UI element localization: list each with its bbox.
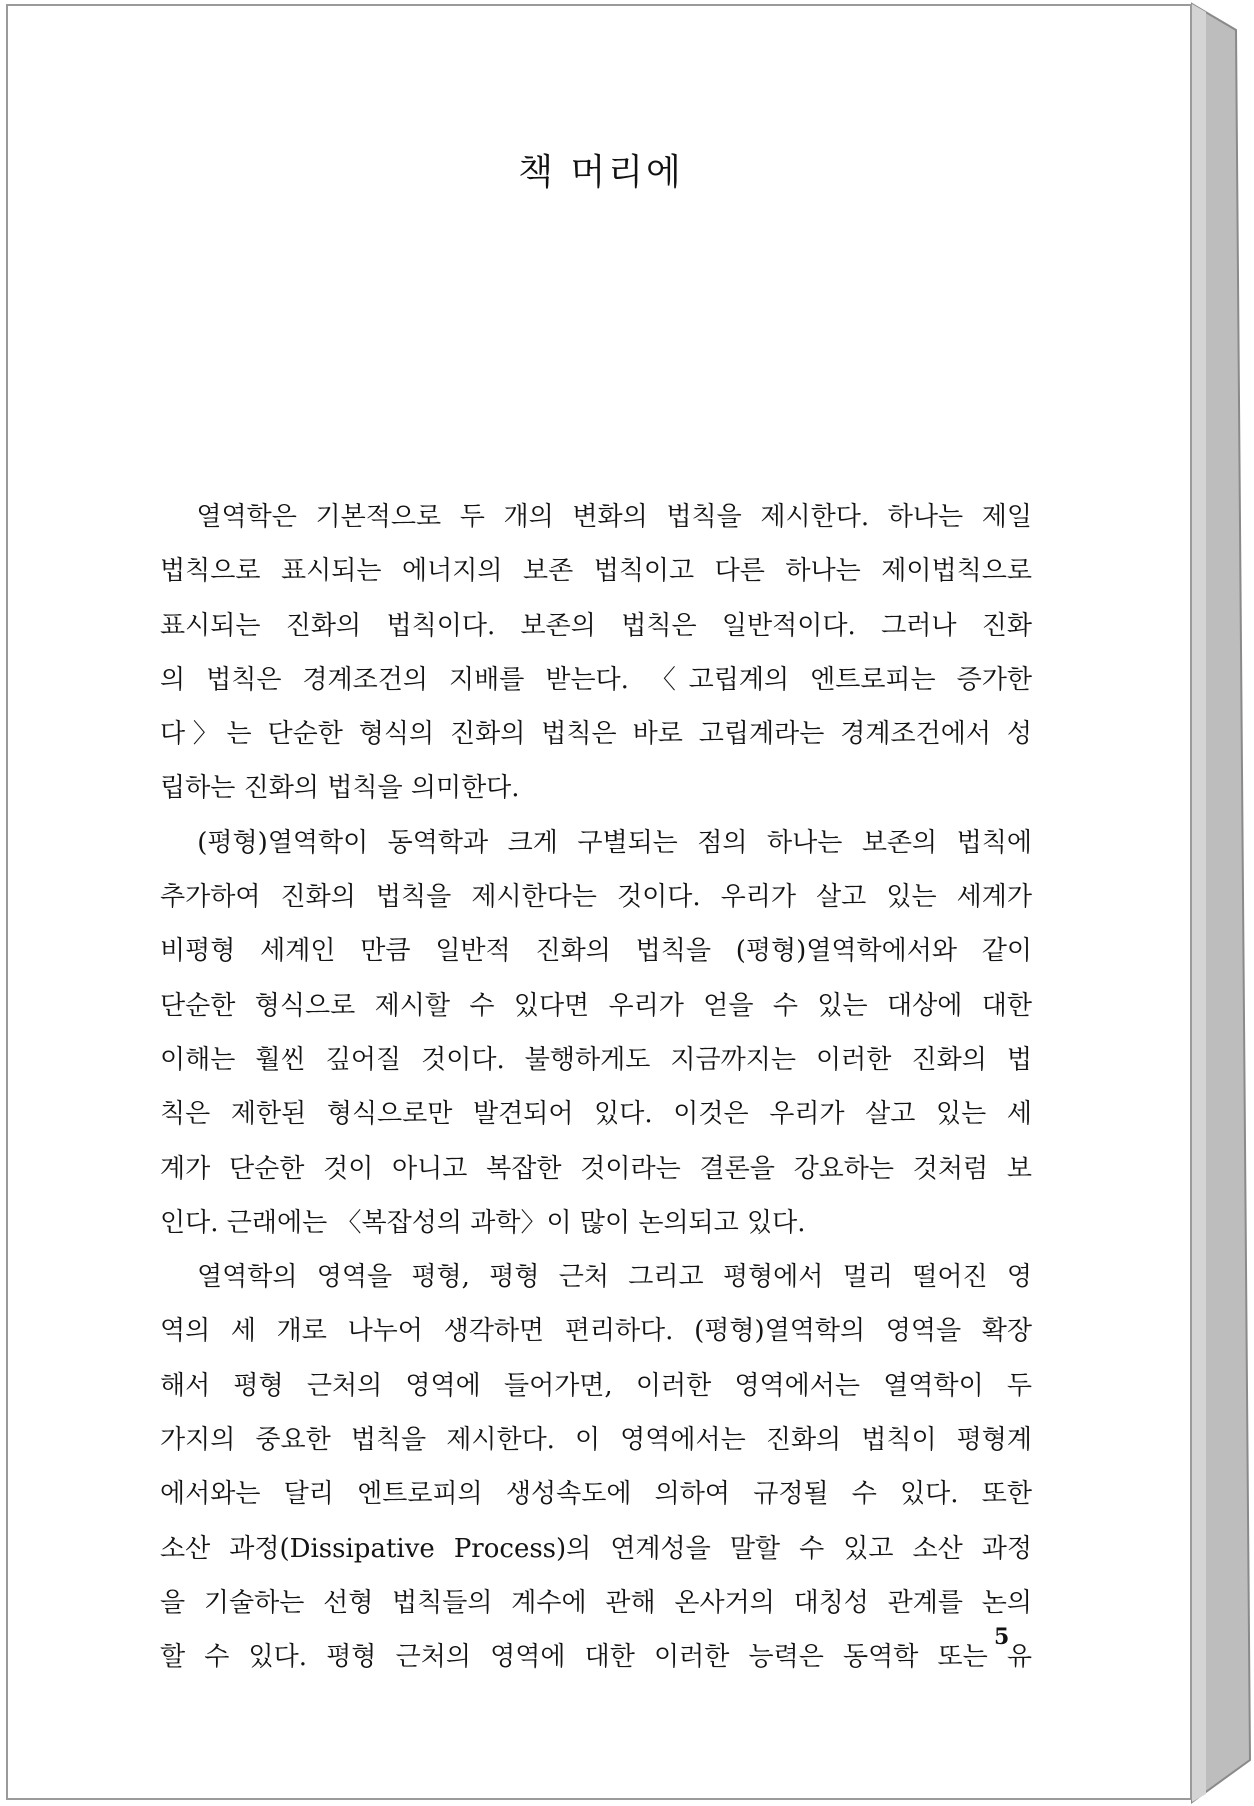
book-page bbox=[6, 4, 1192, 1800]
text-line: 할 수 있다. 평형 근처의 영역에 대한 이러한 능력은 동역학 또는 유 bbox=[160, 1642, 1032, 1673]
text-line: 인다. 근래에는 〈복잡성의 과학〉이 많이 논의되고 있다. bbox=[160, 1207, 806, 1238]
text-line: 이해는 훨씬 깊어질 것이다. 불행하게도 지금까지는 이러한 진화의 법 bbox=[160, 1044, 1032, 1075]
text-line: 칙은 제한된 형식으로만 발견되어 있다. 이것은 우리가 살고 있는 세 bbox=[160, 1099, 1032, 1130]
text-line: 추가하여 진화의 법칙을 제시한다는 것이다. 우리가 살고 있는 세계가 bbox=[160, 882, 1032, 913]
text-line: 다〉는 단순한 형식의 진화의 법칙은 바로 고립계라는 경계조건에서 성 bbox=[160, 719, 1032, 750]
text-line: 해서 평형 근처의 영역에 들어가면, 이러한 영역에서는 열역학이 두 bbox=[160, 1370, 1032, 1401]
text-line: 을 기술하는 선형 법칙들의 계수에 관해 온사거의 대칭성 관계를 논의 bbox=[160, 1587, 1032, 1618]
page-title: 책 머리에 bbox=[518, 152, 684, 193]
text-line: 단순한 형식으로 제시할 수 있다면 우리가 얻을 수 있는 대상에 대한 bbox=[160, 990, 1032, 1021]
text-line: 역의 세 개로 나누어 생각하면 편리하다. (평형)열역학의 영역을 확장 bbox=[160, 1316, 1032, 1347]
text-line: 표시되는 진화의 법칙이다. 보존의 법칙은 일반적이다. 그러나 진화 bbox=[160, 610, 1032, 641]
text-line: 비평형 세계인 만큼 일반적 진화의 법칙을 (평형)열역학에서와 같이 bbox=[160, 936, 1032, 967]
text-line: 립하는 진화의 법칙을 의미한다. bbox=[160, 773, 520, 804]
text-line: 가지의 중요한 법칙을 제시한다. 이 영역에서는 진화의 법칙이 평형계 bbox=[160, 1425, 1032, 1456]
page-number: 5 bbox=[994, 1624, 1010, 1650]
text-line: 계가 단순한 것이 아니고 복잡한 것이라는 결론을 강요하는 것처럼 보 bbox=[160, 1153, 1032, 1184]
text-line: 소산 과정(Dissipative Process)의 연계성을 말할 수 있고 소산 과정 bbox=[160, 1533, 1032, 1564]
text-line: (평형)열역학이 동역학과 크게 구별되는 점의 하나는 보존의 법칙에 bbox=[160, 827, 1032, 858]
text-line: 열역학의 영역을 평형, 평형 근처 그리고 평형에서 멀리 떨어진 영 bbox=[160, 1262, 1032, 1293]
text-line: 의 법칙은 경계조건의 지배를 받는다. 〈고립계의 엔트로피는 증가한 bbox=[160, 664, 1032, 695]
text-line: 열역학은 기본적으로 두 개의 변화의 법칙을 제시한다. 하나는 제일 bbox=[160, 502, 1032, 532]
text-line: 법칙으로 표시되는 에너지의 보존 법칙이고 다른 하나는 제이법칙으로 bbox=[160, 556, 1032, 587]
text-line: 에서와는 달리 엔트로피의 생성속도에 의하여 규정될 수 있다. 또한 bbox=[160, 1479, 1032, 1510]
body-text bbox=[160, 490, 1032, 1685]
